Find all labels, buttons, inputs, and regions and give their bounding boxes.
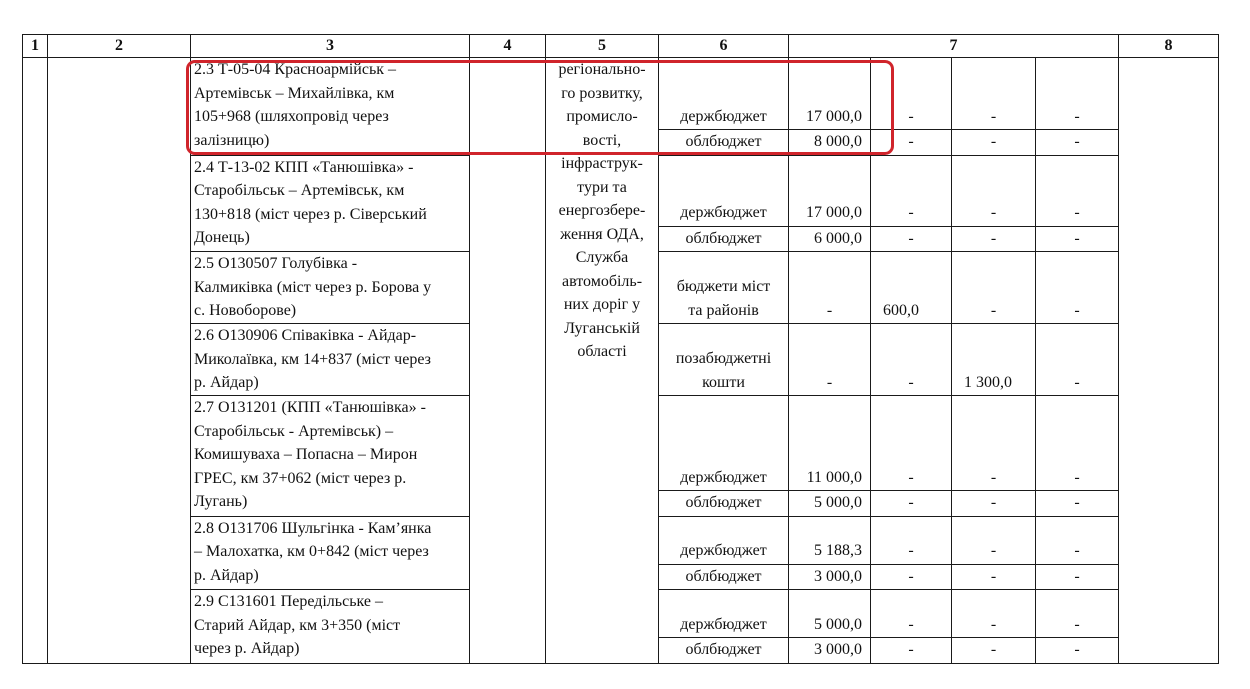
- text-line: кошти: [702, 373, 745, 391]
- funding-source: держбюджет: [659, 396, 789, 491]
- object-2-9: [191, 590, 470, 664]
- text-line: інфраструк-: [561, 155, 643, 172]
- funding-value: -: [789, 324, 871, 396]
- text-line: 2.9 С131601 Передільське –: [194, 593, 383, 610]
- text-line: позабюджетні: [675, 350, 772, 367]
- header-col-6: 6: [659, 35, 789, 58]
- funding-value: 8 000,0: [789, 130, 871, 156]
- text-line: Луганській: [564, 319, 640, 337]
- header-col-3: 3: [191, 35, 470, 58]
- text-line: 2.8 О131706 Шульгінка - Кам’янка: [194, 519, 432, 537]
- funding-value: 17 000,0: [789, 58, 871, 130]
- funding-value: -: [871, 491, 952, 517]
- funding-value: -: [1036, 155, 1119, 226]
- funding-value: 5 000,0: [789, 590, 871, 638]
- col1-cell: [23, 58, 48, 664]
- funding-value: -: [952, 226, 1036, 252]
- text-line: р. Айдар): [194, 374, 259, 391]
- text-line: го розвитку,: [561, 84, 643, 102]
- text-line: них доріг у: [563, 296, 641, 313]
- funding-source: [659, 324, 789, 396]
- text-line: 2.5 О130507 Голубівка -: [194, 255, 358, 272]
- highlight-box: [186, 60, 894, 155]
- funding-value: -: [952, 590, 1036, 638]
- object-2-7: [191, 396, 470, 517]
- text-line: ГРЕС, км 37+062 (міст через р.: [194, 469, 407, 487]
- funding-value: -: [871, 226, 952, 252]
- text-line: Комишуваха – Попасна – Мирон: [194, 446, 418, 463]
- funding-value: 6 000,0: [789, 226, 871, 252]
- funding-value: 3 000,0: [789, 564, 871, 590]
- text-line: Старобільськ – Артемівськ, км: [194, 182, 405, 199]
- text-line: Калмиківка (міст через р. Борова у: [194, 278, 432, 296]
- col8-cell: [1119, 58, 1219, 664]
- text-line: Лугань): [194, 493, 248, 510]
- text-line: Старобільськ - Артемівськ) –: [194, 422, 394, 440]
- text-line: р. Айдар): [194, 566, 259, 584]
- text-line: тури та: [577, 178, 627, 196]
- funding-source: держбюджет: [659, 516, 789, 564]
- header-col-1: 1: [23, 35, 48, 58]
- text-line: Миколаївка, км 14+837 (міст через: [194, 350, 431, 368]
- funding-value: -: [1036, 252, 1119, 324]
- text-line: с. Новоборове): [194, 302, 297, 319]
- funding-value: -: [871, 324, 952, 396]
- funding-value: 5 000,0: [789, 491, 871, 517]
- text-line: 2.6 О130906 Співаківка - Айдар-: [194, 327, 417, 344]
- funding-value: -: [871, 396, 952, 491]
- text-line: 105+968 (шляхопровід через: [194, 108, 389, 125]
- text-line: автомобіль-: [561, 272, 643, 290]
- funding-value: 11 000,0: [789, 396, 871, 491]
- funding-source: облбюджет: [659, 638, 789, 664]
- funding-source: облбюджет: [659, 226, 789, 252]
- funding-value: -: [871, 58, 952, 130]
- funding-value: -: [952, 564, 1036, 590]
- text-line: бюджети міст: [676, 278, 771, 295]
- funding-value: -: [871, 516, 952, 564]
- header-col-7: 7: [789, 35, 1119, 58]
- funding-value: -: [1036, 130, 1119, 156]
- header-col-5: 5: [546, 35, 659, 58]
- funding-source: держбюджет: [659, 155, 789, 226]
- funding-value: -: [1036, 516, 1119, 564]
- text-line: вості,: [582, 131, 622, 149]
- funding-source: облбюджет: [659, 491, 789, 517]
- funding-value: -: [1036, 226, 1119, 252]
- text-line: – Малохатка, км 0+842 (міст через: [194, 543, 429, 560]
- funding-value: -: [952, 491, 1036, 517]
- funding-value: -: [871, 638, 952, 664]
- text-line: 130+818 (міст через р. Сіверський: [194, 205, 427, 223]
- funding-value: -: [789, 252, 871, 324]
- funding-value: -: [952, 58, 1036, 130]
- funding-value: 17 000,0: [789, 155, 871, 226]
- funding-value: -: [952, 516, 1036, 564]
- funding-value: -: [1036, 491, 1119, 517]
- object-2-6: [191, 324, 470, 396]
- funding-value: -: [952, 130, 1036, 156]
- funding-value: -: [952, 396, 1036, 491]
- object-2-4: [191, 155, 470, 252]
- text-line: промисло-: [566, 108, 638, 125]
- text-line: області: [577, 343, 627, 360]
- funding-value: 3 000,0: [789, 638, 871, 664]
- funding-source: держбюджет: [659, 58, 789, 130]
- funding-value: 600,0: [871, 252, 952, 324]
- text-line: 2.7 О131201 (КПП «Танюшівка» -: [194, 399, 426, 416]
- header-col-2: 2: [48, 35, 191, 58]
- header-col-4: 4: [470, 35, 546, 58]
- funding-value: 1 300,0: [952, 324, 1036, 396]
- funding-value: -: [952, 252, 1036, 324]
- header-row: [23, 35, 1219, 58]
- funding-value: -: [952, 155, 1036, 226]
- text-line: 2.3 Т-05-04 Красноармійськ –: [194, 61, 397, 78]
- funding-value: -: [871, 130, 952, 156]
- funding-value: 5 188,3: [789, 516, 871, 564]
- funding-value: -: [1036, 564, 1119, 590]
- text-line: Служба: [575, 249, 629, 266]
- text-line: Артемівськ – Михайлівка, км: [194, 84, 395, 102]
- text-line: через р. Айдар): [194, 640, 300, 657]
- funding-value: -: [1036, 58, 1119, 130]
- text-line: регіонально-: [558, 61, 646, 78]
- object-2-8: [191, 516, 470, 590]
- text-line: 2.4 Т-13-02 КПП «Танюшівка» -: [194, 158, 414, 176]
- text-line: Донець): [194, 229, 250, 246]
- text-line: Старий Айдар, км 3+350 (міст: [194, 616, 401, 634]
- object-2-5: [191, 252, 470, 324]
- text-line: залізницю): [194, 131, 270, 149]
- funding-value: -: [871, 564, 952, 590]
- funding-source: [659, 252, 789, 324]
- funding-value: -: [952, 638, 1036, 664]
- funding-source: облбюджет: [659, 564, 789, 590]
- text-line: енергозбере-: [558, 202, 646, 219]
- col2-cell: [48, 58, 191, 664]
- funding-value: -: [871, 590, 952, 638]
- funding-source: держбюджет: [659, 590, 789, 638]
- header-col-8: 8: [1119, 35, 1219, 58]
- funding-value: -: [1036, 590, 1119, 638]
- funding-source: облбюджет: [659, 130, 789, 156]
- funding-value: -: [1036, 396, 1119, 491]
- text-line: та районів: [688, 301, 759, 319]
- text-line: ження ОДА,: [560, 225, 644, 243]
- funding-value: -: [1036, 638, 1119, 664]
- funding-value: -: [871, 155, 952, 226]
- funding-value: -: [1036, 324, 1119, 396]
